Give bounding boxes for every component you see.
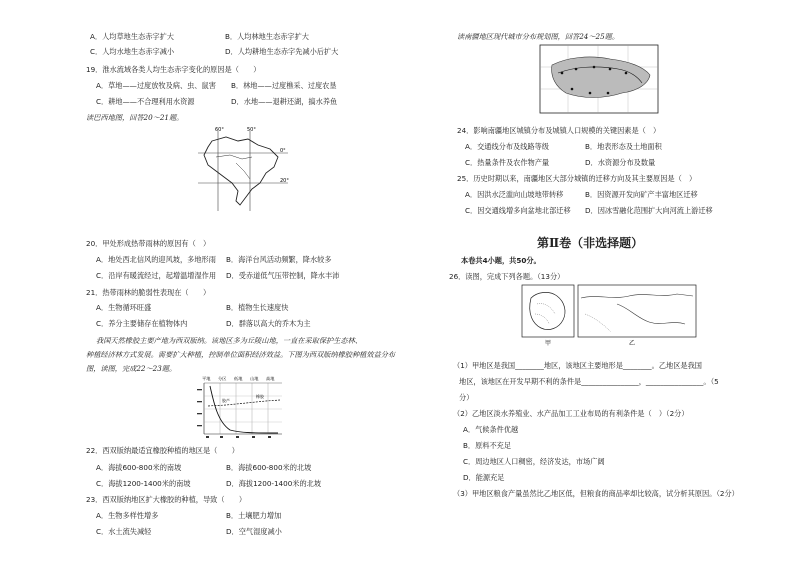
q18-option-c[interactable]: C．人均水地生态赤字减小 [90, 47, 175, 56]
chart-series-label-1: 橡胶 [256, 394, 264, 399]
q20-option-a[interactable]: A．地处西北信风的迎风坡，多地形雨 [96, 255, 216, 264]
q26-part2-option-a[interactable]: A．气候条件优越 [463, 425, 519, 434]
chart-series-label-0: 胶产 [222, 398, 230, 403]
q22-option-a[interactable]: A．海拔600-800米的南坡 [96, 463, 182, 472]
q24-option-c[interactable]: C．热量条件及农作物产量 [465, 158, 550, 167]
q19-option-a[interactable]: A．草地——过度放牧及病、虫、鼠害 [96, 81, 216, 90]
q19-option-b[interactable]: B．林地——过度樵采、过度农垦 [231, 81, 337, 90]
q18-option-b[interactable]: B．人均林地生态赤字扩大 [225, 32, 309, 41]
para-rubber-3: 图，读图，完成22～23题。 [86, 364, 177, 373]
q20-option-d[interactable]: D．受赤道低气压带控制，降水丰沛 [226, 271, 340, 280]
q22-option-b[interactable]: B．海拔600-800米的北坡 [226, 463, 312, 472]
q18-option-a[interactable]: A．人均草地生态赤字扩大 [90, 32, 174, 41]
q22-stem: 22．西双版纳最适宜橡胶种植的地区是（ ） [86, 446, 239, 455]
q24-stem: 24．影响南疆地区城镇分布及城镇人口规模的关键因素是（ ） [457, 126, 661, 135]
q20-option-c[interactable]: C．沿岸有暖流经过，起增温增湿作用 [96, 271, 217, 280]
q19-stem: 19．淮水流域各类人均生态赤字变化的原因是（ ） [86, 65, 261, 74]
q21-option-d[interactable]: D．群落以高大的乔木为主 [226, 319, 311, 328]
q21-option-a[interactable]: A．生物循环旺盛 [96, 303, 152, 312]
q20-option-b[interactable]: B．海洋台风活动频繁，降水较多 [226, 255, 332, 264]
figure-jia-label: 甲 [545, 340, 552, 346]
q26-part2-option-b[interactable]: B．原料不充足 [463, 441, 512, 450]
map-label-lon1: 60° [215, 127, 224, 133]
q23-stem: 23．西双版纳地区扩大橡胶的种植，导致（ ） [86, 495, 247, 504]
q26-part3-stem: （3）甲地区粮食产量虽然比乙地区低，但粮食的商品率却比较高，试分析其原因。（2分） [453, 489, 739, 498]
q23-option-b[interactable]: B．土壤肥力增加 [226, 511, 282, 520]
q26-part1-line2: 地区，该地区在开发早期不利的条件是________________，________________。（5 [459, 377, 719, 386]
q23-option-d[interactable]: D．空气湿度减小 [226, 527, 282, 536]
q25-option-a[interactable]: A．因洪水泛滥向山坡地带转移 [465, 190, 564, 199]
figure-yi-label: 乙 [629, 340, 636, 346]
q20-stem: 20．甲处形成热带雨林的原因有（ ） [86, 239, 211, 248]
q19-option-c[interactable]: C．耕地——不合理利用水资源 [96, 97, 195, 106]
chart-top-label-0: 平地 [202, 376, 211, 381]
brazil-map [196, 127, 292, 213]
map-intro: 读巴西地图，回答20～21题。 [86, 113, 184, 122]
figure-jia [521, 284, 577, 346]
chart-top-labels [202, 375, 275, 382]
figure-yi [577, 284, 699, 346]
section-title: 第Ⅱ卷（非选择题） [537, 236, 644, 250]
chart-top-label-1: 分区 [218, 376, 227, 381]
q21-option-c[interactable]: C．养分主要储存在植物体内 [96, 319, 188, 328]
q22-option-d[interactable]: D．海拔1200-1400米的北坡 [226, 479, 322, 488]
q19-option-d[interactable]: D．水地——退耕还湖，搞水养鱼 [231, 97, 338, 106]
map-label-lat1: 0° [280, 148, 286, 154]
rubber-chart [196, 374, 286, 442]
chart-top-label-3: 山地 [250, 376, 259, 381]
q24-option-d[interactable]: D．水资源分布及数量 [585, 158, 656, 167]
para-rubber-1: 我国天然橡胶主要产地为西双版纳。该地区多为丘陵山地，一直在采取保护生态林、 [96, 336, 362, 345]
q18-option-d[interactable]: D．人均耕地生态赤字先减小后扩大 [225, 47, 339, 56]
q26-part2-stem: （2）乙地区淡水养殖业、水产品加工工业布局的有利条件是（ ）（2分） [453, 409, 689, 418]
q21-stem: 21．热带雨林的脆弱性表现在（ ） [86, 288, 211, 297]
right-column [397, 0, 794, 562]
q23-option-c[interactable]: C．水土流失减轻 [96, 527, 152, 536]
map-label-lat2: 20° [280, 178, 289, 184]
q25-option-d[interactable]: D．因冰雪融化范围扩大向河流上游迁移 [585, 206, 713, 215]
para-rubber-2: 种植经济林方式发展。需要扩大种植，控制单位面积经济效益。下图为西双版纳橡胶种植效益分布 [86, 350, 396, 359]
section-note: 本卷共4小题，共50分。 [461, 256, 541, 265]
chart-top-label-2: 低地 [234, 376, 243, 381]
q21-option-b[interactable]: B．植物生长速度快 [226, 303, 289, 312]
q23-option-a[interactable]: A．生物多样性增多 [96, 511, 159, 520]
q26-part2-option-c[interactable]: C．周边地区人口稠密，经济发达，市场广阔 [463, 457, 605, 466]
xinjiang-map [538, 43, 660, 115]
xinjiang-intro: 读南疆地区现代城市分布规划图，回答24～25题。 [457, 32, 620, 41]
q25-stem: 25．历史时期以来，南疆地区大部分城镇的迁移方向及其主要原因是（ ） [457, 174, 697, 183]
q22-option-c[interactable]: C．海拔1200-1400米的南坡 [96, 479, 191, 488]
q26-part1-line1: （1）甲地区是我国________地区，该地区主要地形是________。乙地区是我国 [453, 361, 702, 370]
map-label-lon2: 50° [247, 127, 256, 133]
q24-option-b[interactable]: B．地表形态及土地面积 [585, 142, 662, 151]
q25-option-c[interactable]: C．因交通线增多向盆地北部迁移 [465, 206, 571, 215]
q26-stem: 26．读图，完成下列各题。（13分） [449, 272, 565, 281]
q25-option-b[interactable]: B．因资源开发向矿产丰富地区迁移 [585, 190, 698, 199]
q26-part1-line3: 分） [459, 393, 474, 402]
q26-part2-option-d[interactable]: D．能源充足 [463, 473, 505, 482]
q24-option-a[interactable]: A．交通线分布及线路等级 [465, 142, 549, 151]
chart-top-label-4: 高地 [266, 376, 275, 381]
